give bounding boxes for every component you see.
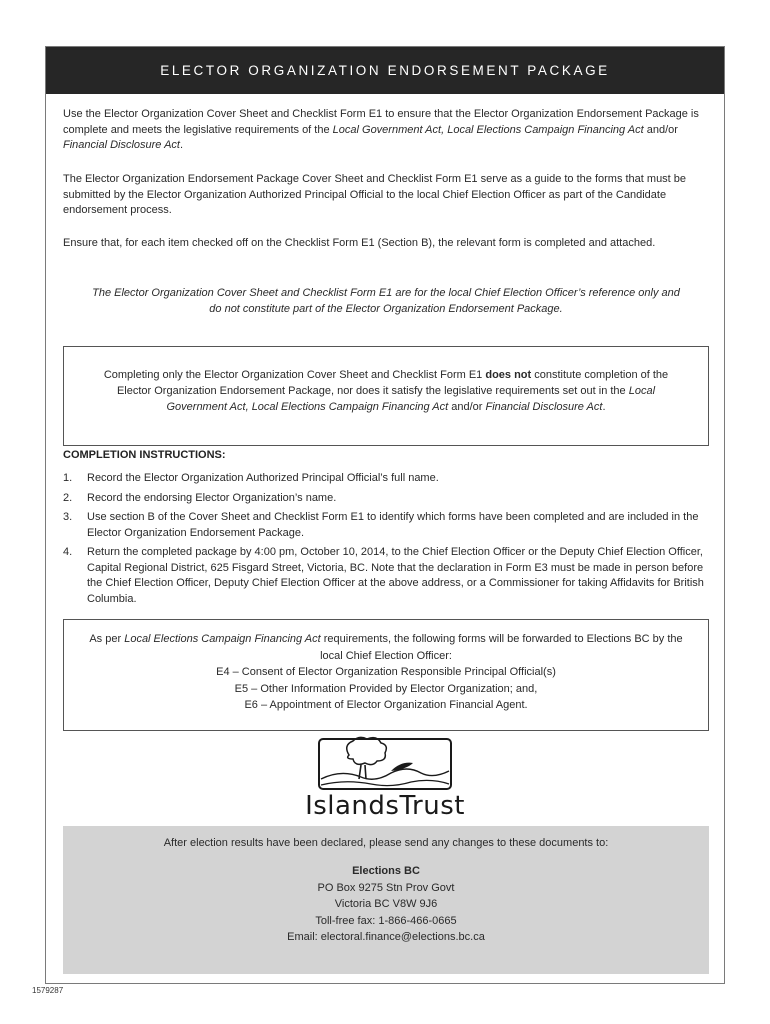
forwarded-forms-text — [84, 631, 688, 714]
step-number: 3. — [63, 511, 73, 523]
email-address: Email: electoral.finance@elections.bc.ca — [287, 931, 485, 943]
separator: , — [441, 123, 448, 136]
act-name: Local Elections Campaign Financing Act — [447, 123, 644, 136]
step-text: Record the Elector Organization Authorized Principal Official’s full name. — [87, 472, 439, 484]
logo-wordmark: IslandsTrust — [305, 791, 465, 821]
step-text: Use section B of the Cover Sheet and Checklist Form E1 to identify which forms have been completed and are included in the Elector Organization Endorsement Package. — [87, 511, 699, 539]
instructions-heading: COMPLETION INSTRUCTIONS: — [63, 449, 226, 461]
page-title: ELECTOR ORGANIZATION ENDORSEMENT PACKAGE — [160, 63, 610, 78]
step-number: 4. — [63, 546, 73, 558]
notice-text — [92, 367, 680, 415]
intro-paragraph-1 — [63, 107, 705, 154]
contact-footer — [63, 826, 709, 974]
list-item — [63, 471, 709, 487]
form-e5-line: E5 – Other Information Provided by Elector Organization; and, — [234, 682, 538, 695]
act-name: Local Government Act — [332, 123, 442, 136]
step-number: 2. — [63, 491, 73, 504]
instructions-list — [63, 471, 709, 611]
notice-emphasis: does not — [485, 369, 532, 381]
conjunction: and/or — [643, 123, 678, 136]
act-name: Local Elections Campaign Financing Act — [251, 401, 449, 413]
document-id: 1579287 — [32, 986, 64, 995]
fax-number: Toll-free fax: 1-866-466-0665 — [315, 914, 457, 927]
intro-paragraph-3: Ensure that, for each item checked off on the Checklist Form E1 (Section B), the relevant form is completed and attached. — [63, 237, 656, 249]
reference-note: The Elector Organization Cover Sheet and Checklist Form E1 are for the local Chief Election Officer’s reference only and do not constitute part of the Elector Organization Endorsement Package. — [92, 287, 680, 315]
list-item — [63, 491, 709, 507]
step-text: Record the endorsing Elector Organization’s name. — [87, 491, 337, 504]
act-name: Financial Disclosure Act — [485, 401, 603, 413]
footer-intro: After election results have been declared, please send any changes to these documents to: — [163, 837, 609, 849]
forwarded-intro — [84, 631, 688, 664]
tree-landscape-icon — [299, 735, 471, 795]
notice-part: constitute completion of the Elector Organization Endorsement Package, nor does it satisfy the legislative requirements set out in the — [116, 369, 669, 397]
title-banner — [46, 47, 724, 94]
forwarded-pre: As per — [89, 633, 125, 645]
period: . — [179, 139, 184, 151]
form-e4-line: E4 – Consent of Elector Organization Responsible Principal Official(s) — [216, 666, 556, 678]
notice-part: Completing only the Elector Organization Cover Sheet and Checklist Form E1 — [103, 369, 486, 381]
forwarded-forms-box — [63, 619, 709, 731]
po-box: PO Box 9275 Stn Prov Govt — [317, 881, 455, 894]
city-postal: Victoria BC V8W 9J6 — [334, 898, 438, 910]
act-name: Financial Disclosure Act — [63, 139, 180, 151]
list-item — [63, 510, 709, 541]
separator: , — [245, 401, 252, 413]
intro-paragraph-2: The Elector Organization Endorsement Package Cover Sheet and Checklist Form E1 serve as a guide to the forms that must be submitted by the Elector Organization Authorized Principal Official to the local Chief Election Officer as part of the Candidate endorsement process. — [63, 173, 687, 216]
form-e6-line: E6 – Appointment of Elector Organization Financial Agent. — [244, 699, 528, 711]
forwarded-post: requirements, the following forms will be forwarded to Elections BC by the local Chief Election Officer: — [320, 633, 683, 662]
intro-p1-text: Use the Elector Organization Cover Sheet and Checklist Form E1 to ensure that the Elector Organization Endorsement Package is complete and meets the legislative requirements of the — [63, 108, 699, 136]
list-item — [63, 545, 709, 607]
step-number: 1. — [63, 472, 73, 484]
mailing-address — [63, 863, 709, 946]
act-name: Local Government Act — [166, 385, 656, 413]
form-page — [45, 46, 725, 984]
islands-trust-logo — [299, 735, 471, 823]
notice-box — [63, 346, 709, 446]
conjunction: and/or — [448, 401, 486, 413]
organization-name: Elections BC — [352, 865, 420, 877]
period: . — [602, 401, 606, 413]
act-name: Local Elections Campaign Financing Act — [124, 633, 321, 645]
step-text: Return the completed package by 4:00 pm, October 10, 2014, to the Chief Election Officer or the Deputy Chief Election Officer, Capital Regional District, 625 Fisgard Street, Victoria, BC. Note that the declaration in Form E3 must be made in person before the Chief Election Officer, Deputy Chief Election Officer at the above address, or a Commissioner for taking Affidavits for British Columbia. — [87, 546, 704, 605]
